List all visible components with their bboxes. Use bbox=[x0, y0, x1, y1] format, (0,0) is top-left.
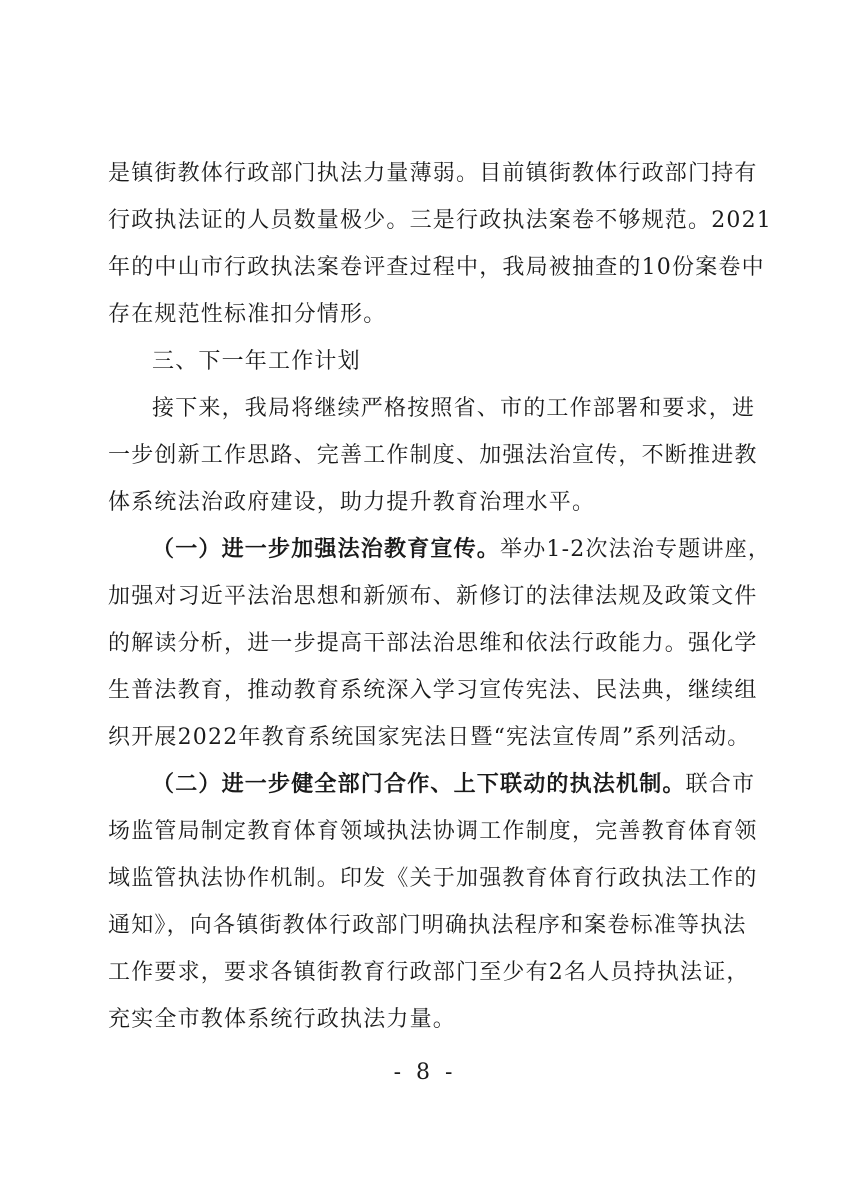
section-heading: 三、下一年工作计划 bbox=[152, 349, 361, 374]
paragraph-line: 域监管执法协作机制。印发《关于加强教育体育行政执法工作的 bbox=[108, 866, 758, 891]
paragraph-line: 一步创新工作思路、完善工作制度、加强法治宣传，不断推进教 bbox=[108, 443, 758, 468]
paragraph-line: 场监管局制定教育体育领域执法协调工作制度，完善教育体育领 bbox=[108, 819, 758, 844]
subsection-title: （一）进一步加强法治教育宣传。 bbox=[152, 537, 501, 562]
paragraph-line: 加强对习近平法治思想和新颁布、新修订的法律法规及政策文件 bbox=[108, 584, 758, 609]
subsection-line: （一）进一步加强法治教育宣传。举办1-2次法治专题讲座， bbox=[152, 537, 772, 562]
paragraph-line: 充实全市教体系统行政执法力量。 bbox=[108, 1007, 457, 1032]
subsection-line: （二）进一步健全部门合作、上下联动的执法机制。联合市 bbox=[152, 772, 756, 797]
paragraph-line: 通知》，向各镇街教体行政部门明确执法程序和案卷标准等执法 bbox=[108, 913, 747, 938]
paragraph-line: 的解读分析，进一步提高干部法治思维和依法行政能力。强化学 bbox=[108, 631, 758, 656]
subsection-title: （二）进一步健全部门合作、上下联动的执法机制。 bbox=[152, 772, 686, 797]
paragraph-line: 行政执法证的人员数量极少。三是行政执法案卷不够规范。2021 bbox=[108, 208, 772, 233]
body-text bbox=[108, 150, 772, 1043]
paragraph-line: 织开展2022年教育系统国家宪法日暨“宪法宣传周”系列活动。 bbox=[108, 725, 751, 750]
paragraph-line: 存在规范性标准扣分情形。 bbox=[108, 302, 387, 327]
paragraph-line: 体系统法治政府建设，助力提升教育治理水平。 bbox=[108, 490, 596, 515]
paragraph-line: 工作要求，要求各镇街教育行政部门至少有2名人员持执法证， bbox=[108, 960, 750, 985]
paragraph-line: 接下来，我局将继续严格按照省、市的工作部署和要求，进 bbox=[152, 396, 756, 421]
page-number: - 8 - bbox=[393, 1060, 457, 1085]
paragraph-line: 生普法教育，推动教育系统深入学习宣传宪法、民法典，继续组 bbox=[108, 678, 758, 703]
paragraph-line: 是镇街教体行政部门执法力量薄弱。目前镇街教体行政部门持有 bbox=[108, 161, 758, 186]
paragraph-line: 年的中山市行政执法案卷评查过程中，我局被抽查的10份案卷中 bbox=[108, 255, 765, 280]
